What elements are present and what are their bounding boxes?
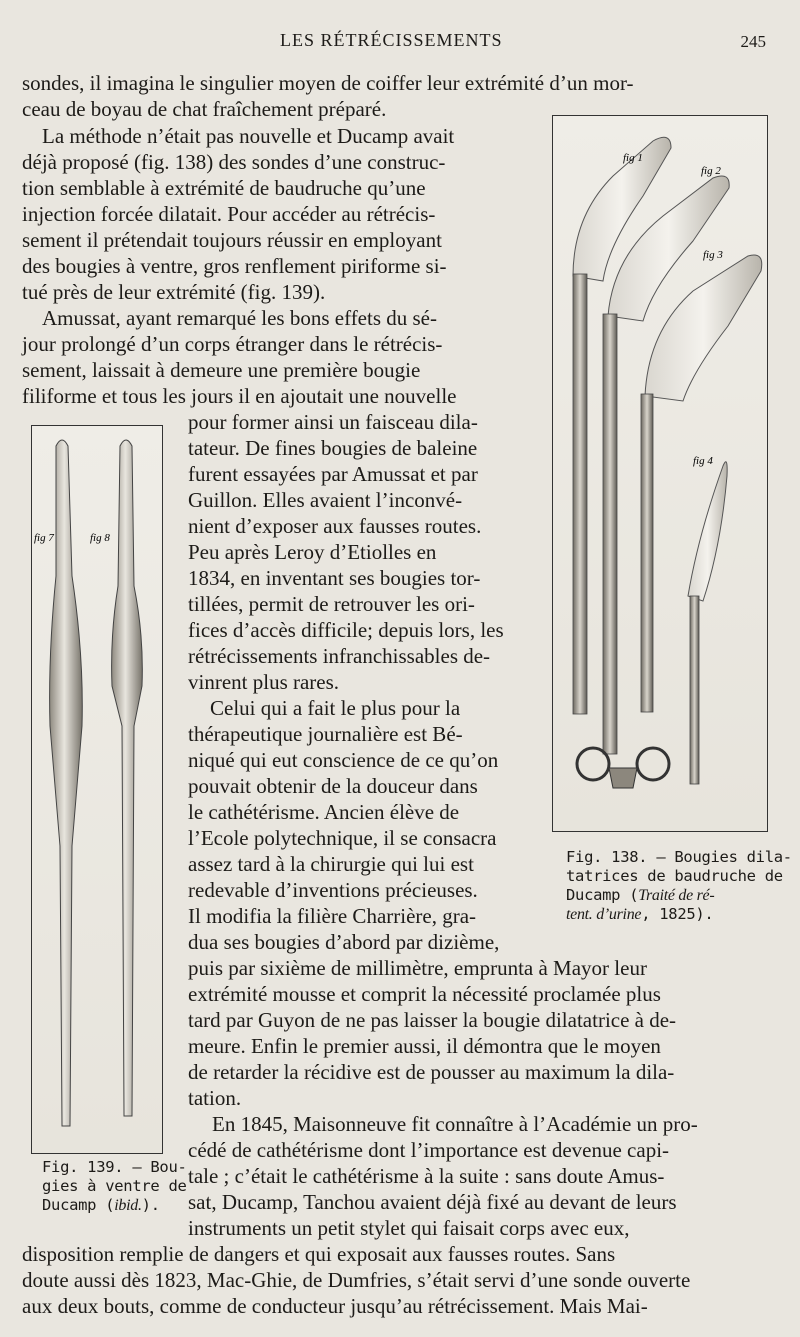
page-number: 245 bbox=[740, 32, 766, 51]
body-line: instruments un petit stylet qui faisait corps avec eux, bbox=[188, 1216, 630, 1240]
body-line: sement il prétendait toujours réussir en employant bbox=[22, 228, 442, 252]
body-line: cédé de cathétérisme dont l’importance est devenue capi- bbox=[188, 1138, 670, 1162]
body-line: furent essayées par Amussat et par bbox=[188, 462, 478, 486]
body-line: Peu après Leroy d’Etiolles en bbox=[188, 540, 437, 564]
body-line: pour former ainsi un faisceau dila- bbox=[188, 410, 478, 434]
body-line: meure. Enfin le premier aussi, il démontra que le moyen bbox=[188, 1034, 661, 1058]
body-line: fices d’accès difficile; depuis lors, les bbox=[188, 618, 504, 642]
figure-138-label: fig 3 bbox=[703, 249, 723, 261]
body-line: le cathétérisme. Ancien élève de bbox=[188, 800, 460, 824]
body-line: Amussat, ayant remarqué les bons effets du sé- bbox=[42, 306, 438, 330]
body-line: En 1845, Maisonneuve fit connaître à l’Académie un pro- bbox=[212, 1112, 698, 1136]
body-line: tion semblable à extrémité de baudruche qu’une bbox=[22, 176, 426, 200]
body-line: tale ; c’était le cathétérisme à la suite : sans doute Amus- bbox=[188, 1164, 665, 1188]
running-title: LES RÉTRÉCISSEMENTS bbox=[280, 30, 503, 50]
figure-138-label: fig 4 bbox=[693, 455, 713, 467]
body-line: aux deux bouts, comme de conducteur jusqu’au rétrécissement. Mais Mai- bbox=[22, 1294, 648, 1318]
body-line: rétrécissements infranchissables de- bbox=[188, 644, 491, 668]
body-line: doute aussi dès 1823, Mac-Ghie, de Dumfries, s’était servi d’une sonde ouverte bbox=[22, 1268, 691, 1292]
body-line: niqué qui eut conscience de ce qu’on bbox=[188, 748, 499, 772]
body-line: tillées, permit de retrouver les ori- bbox=[188, 592, 475, 616]
figure-139-illustration bbox=[32, 426, 162, 1153]
body-line: tation. bbox=[188, 1086, 242, 1110]
body-line: thérapeutique journalière est Bé- bbox=[188, 722, 463, 746]
body-line: disposition remplie de dangers et qui exposait aux fausses routes. Sans bbox=[22, 1242, 616, 1266]
body-line: nient d’exposer aux fausses routes. bbox=[188, 514, 482, 538]
body-line: assez tard à la chirurgie qui lui est bbox=[188, 852, 474, 876]
figure-139 bbox=[31, 425, 163, 1154]
body-line: jour prolongé d’un corps étranger dans le rétrécis- bbox=[22, 332, 443, 356]
figure-139-label: fig 8 bbox=[90, 532, 110, 544]
body-line: sondes, il imagina le singulier moyen de coiffer leur extrémité d’un mor- bbox=[22, 71, 634, 95]
figure-138-label: fig 1 bbox=[623, 152, 643, 164]
body-line: de retarder la récidive est de pousser au maximum la dila- bbox=[188, 1060, 675, 1084]
body-line: redevable d’inventions précieuses. bbox=[188, 878, 478, 902]
body-line: 1834, en inventant ses bougies tor- bbox=[188, 566, 481, 590]
page-header bbox=[0, 30, 800, 54]
body-line: des bougies à ventre, gros renflement piriforme si- bbox=[22, 254, 447, 278]
body-line: extrémité mousse et comprit la nécessité proclamée plus bbox=[188, 982, 661, 1006]
figure-138 bbox=[552, 115, 768, 832]
body-line: déjà proposé (fig. 138) des sondes d’une construc- bbox=[22, 150, 446, 174]
body-line: sement, laissait à demeure une première bougie bbox=[22, 358, 421, 382]
body-line: vinrent plus rares. bbox=[188, 670, 340, 694]
body-line: tateur. De fines bougies de baleine bbox=[188, 436, 478, 460]
body-line: ceau de boyau de chat fraîchement préparé. bbox=[22, 97, 387, 121]
body-line: sat, Ducamp, Tanchou avaient déjà fixé au devant de leurs bbox=[188, 1190, 677, 1214]
body-line: dua ses bougies d’abord par dizième, bbox=[188, 930, 500, 954]
body-line: filiforme et tous les jours il en ajoutait une nouvelle bbox=[22, 384, 457, 408]
body-line: tué près de leur extrémité (fig. 139). bbox=[22, 280, 326, 304]
body-line: l’Ecole polytechnique, il se consacra bbox=[188, 826, 497, 850]
body-line: pouvait obtenir de la douceur dans bbox=[188, 774, 478, 798]
figure-138-illustration bbox=[553, 116, 767, 831]
body-line: tard par Guyon de ne pas laisser la bougie dilatatrice à de- bbox=[188, 1008, 677, 1032]
figure-138-caption: Fig. 138. — Bougies dila- tatrices de baudruche de Ducamp (Traité de ré- tent. d’urine, 1825). bbox=[566, 848, 792, 923]
body-line: Celui qui a fait le plus pour la bbox=[210, 696, 461, 720]
figure-138-label: fig 2 bbox=[701, 165, 721, 177]
figure-139-caption: Fig. 139. — Bou- gies à ventre de Ducamp (ibid.). bbox=[42, 1158, 187, 1214]
body-line: Il modifia la filière Charrière, gra- bbox=[188, 904, 477, 928]
figure-139-label: fig 7 bbox=[34, 532, 54, 544]
body-line: Guillon. Elles avaient l’inconvé- bbox=[188, 488, 463, 512]
body-line: injection forcée dilatait. Pour accéder au rétrécis- bbox=[22, 202, 436, 226]
body-line: La méthode n’était pas nouvelle et Ducamp avait bbox=[42, 124, 455, 148]
body-line: puis par sixième de millimètre, emprunta à Mayor leur bbox=[188, 956, 647, 980]
